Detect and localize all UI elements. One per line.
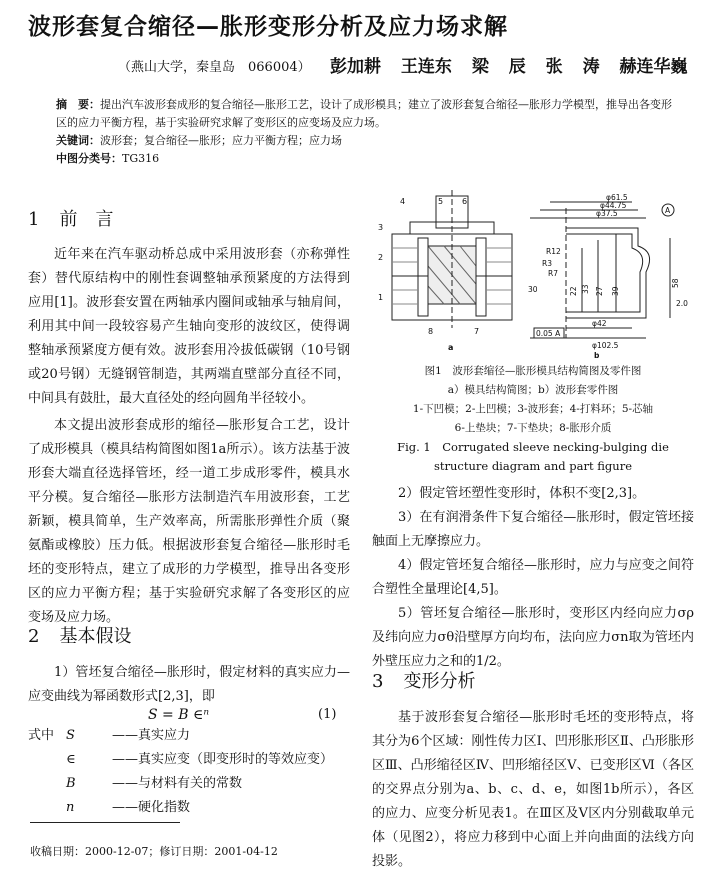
dim-label: φ44.75: [600, 201, 627, 210]
symbol-row: [28, 772, 350, 796]
classification: [56, 150, 676, 168]
dim-label: φ61.5: [606, 193, 628, 202]
caption-en-2: structure diagram and part figure: [433, 459, 633, 473]
dim-label: R7: [548, 269, 558, 278]
part-label: 1: [378, 293, 384, 302]
keywords-label: 关键词：: [56, 134, 100, 147]
assumption-4: 4）假定管坯复合缩径—胀形时，应力与应变之间符合塑性全量理论[4,5]。: [372, 558, 694, 597]
caption-en-1: Fig. 1 Corrugated sleeve necking-bulging die: [397, 440, 669, 454]
subfigure-a-label: a: [448, 343, 454, 352]
keywords-text: 波形套；复合缩径—胀形；应力平衡方程；应力场: [100, 134, 342, 147]
part-label: 6: [462, 197, 468, 206]
dim-label: φ102.5: [592, 341, 619, 350]
paragraph-intro-1: 近年来在汽车驱动桥总成中采用波形套（亦称弹性套）替代原结构中的刚性套调整轴承预紧度的方法得到应用[1]。波形套安置在两轴承内圈间或轴承与轴肩间，利用其中间一段较容易产生轴向变形的波纹区，使得调整轴承预紧度方便有效。波形套用冷拔低碳钢（10号钢或20号钢）无缝钢管制造，其两端直壁部分直径不同，中间具有鼓肚，最大直径处的经向圆角半径较小。: [28, 247, 350, 406]
section-1-heading: [28, 205, 113, 231]
dim-label: R12: [546, 247, 561, 256]
symbol-row: [28, 724, 350, 748]
datum-label: A: [665, 206, 671, 215]
assumption-1: 1）管坯复合缩径—胀形时，假定材料的真实应力—应变曲线为幂函数形式[2,3]，即: [28, 665, 350, 704]
section-2-number: 2: [28, 626, 40, 647]
symbol: ∈: [66, 752, 76, 767]
assumption-2: 2）假定管坯塑性变形时，体积不变[2,3]。: [398, 486, 646, 501]
assumption-5: 5）管坯复合缩径—胀形时，变形区内经向应力σρ及纬向应力σθ沿壁厚方向均布，法向应力σn取为管坯内外壁压应力之和的1/2。: [372, 606, 694, 669]
footnote-rule: [30, 822, 180, 823]
symbol-desc: ——真实应变（即变形时的等效应变）: [112, 752, 334, 767]
dim-label: 30: [528, 285, 538, 294]
abstract-label: 摘 要：: [56, 98, 100, 111]
abstract-text: 提出汽车波形套成形的复合缩径—胀形工艺，设计了成形模具；建立了波形套复合缩径—胀形力学模型，推导出各变形区的应力平衡方程，基于实验研究求解了变形区的应变场及应力场。: [56, 98, 672, 129]
caption-parts-2: 6-上垫块；7-下垫块；8-胀形介质: [454, 422, 612, 434]
part-label: 5: [438, 197, 444, 206]
dim-label: 39: [611, 286, 620, 296]
section-2-title: 基本假设: [59, 626, 132, 647]
symbol: B: [66, 776, 76, 791]
symbol: n: [66, 800, 75, 815]
part-label: 2: [378, 253, 384, 262]
dim-label: 27: [595, 286, 604, 296]
assumption-3: 3）在有润滑条件下复合缩径—胀形时，假定管坯接触面上无摩擦应力。: [372, 510, 694, 549]
tolerance-label: 0.05 A: [536, 329, 561, 338]
class-label: 中图分类号：: [56, 152, 122, 165]
section-3-heading: [372, 667, 475, 693]
dim-label: 33: [581, 284, 590, 294]
section-1-title: 前 言: [59, 209, 114, 230]
part-label: 7: [474, 327, 480, 336]
dim-label: 2.0: [676, 299, 688, 308]
abstract: [56, 96, 676, 132]
formula-1: S = B ∈ⁿ: [148, 707, 209, 723]
deformation-analysis-paragraph: 基于波形套复合缩径—胀形时毛坯的变形特点，将其分为6个区域：刚性传力区Ⅰ、凹形胀形区Ⅱ、凸形胀形区Ⅲ、凸形缩径区Ⅳ、凹形缩径区Ⅴ、已变形区Ⅵ（各区的交界点分别为a、b、c、d、e，如图1b所示），各区的应力、应变分析见表1。在Ⅲ区及Ⅴ区内分别截取单元体（见图2），将应力移到中心面上并向曲面的法线方向投影。: [372, 710, 694, 869]
received-date: 收稿日期：2000-12-07；修订日期：2001-04-12: [30, 845, 278, 858]
paper-title: 波形套复合缩径—胀形变形分析及应力场求解: [28, 14, 508, 40]
sleeve-profile-inner: [566, 234, 643, 312]
sleeve-left: [418, 238, 428, 316]
caption-cn: 图1 波形套缩径—胀形模具结构简图及零件图: [424, 365, 642, 377]
paragraph-intro-2: 本文提出波形套成形的缩径—胀形复合工艺，设计了成形模具（模具结构简图如图1a所示）。该方法基于波形套大端直径选择管坯，经一道工步成形零件，模具水平分模。复合缩径—胀形方法制造汽车用波形套，工艺新颖，模具简单，生产效率高，所需胀形弹性介质（聚氨酯或橡胶）压力低。根据波形套复合缩径—胀形时毛坯的变形特点，建立了成形的力学模型，推导出各变形区的应力平衡方程；基于实验研究求解了各变形区的应变场及应力场。: [28, 418, 350, 625]
figure-1: [370, 188, 696, 360]
symbol-desc: ——硬化指数: [112, 800, 191, 815]
symbol: S: [66, 728, 75, 743]
section-2-heading: [28, 622, 131, 648]
symbol-list: [28, 724, 350, 820]
formula-1-number: (1): [318, 707, 337, 722]
caption-parts-1: 1-下凹模；2-上凹模；3-波形套；4-打料环；5-芯轴: [412, 403, 654, 415]
dim-label: 58: [671, 278, 680, 288]
figure-1a-die: [392, 190, 512, 328]
sleeve-right: [476, 238, 486, 316]
affiliation: （燕山大学，秦皇岛 066004）: [118, 60, 311, 75]
symbol-prefix: 式中: [28, 728, 55, 743]
section-1-number: 1: [28, 209, 40, 230]
keywords: [56, 132, 676, 150]
dim-label: φ37.5: [596, 209, 618, 218]
symbol-row: [28, 748, 350, 772]
symbol-desc: ——真实应力: [112, 728, 191, 743]
sleeve-profile: [566, 228, 650, 318]
authors: 彭加耕 王连东 梁 辰 张 涛 赫连华巍: [330, 57, 688, 77]
section-3-title: 变形分析: [403, 671, 476, 692]
dim-label: 22: [569, 286, 578, 296]
dim-label: R3: [542, 259, 552, 268]
part-label: 4: [400, 197, 406, 206]
caption-sub-cn: a）模具结构简图；b）波形套零件图: [447, 384, 619, 396]
subfigure-b-label: b: [594, 351, 600, 360]
class-code: TG316: [122, 152, 160, 165]
symbol-row: [28, 796, 350, 820]
figure-1-caption: [372, 362, 694, 476]
symbol-desc: ——与材料有关的常数: [112, 776, 243, 791]
part-label: 8: [428, 327, 434, 336]
section-3-number: 3: [372, 671, 384, 692]
dim-label: φ42: [592, 319, 607, 328]
part-label: 3: [378, 223, 384, 232]
abstract-block: [56, 96, 676, 168]
